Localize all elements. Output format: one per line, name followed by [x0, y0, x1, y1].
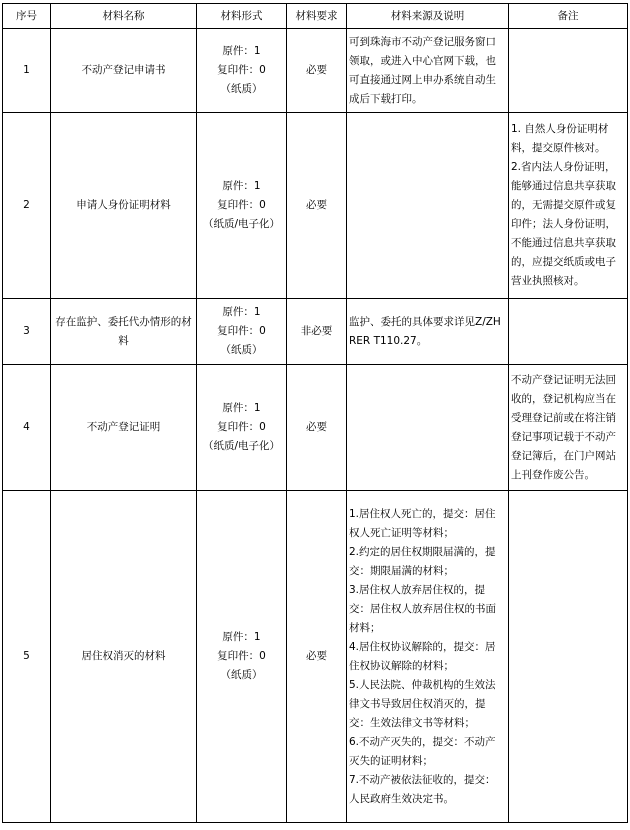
source-item: 1.居住权人死亡的，提交：居住权人死亡证明等材料；	[349, 507, 496, 539]
table-row	[3, 29, 628, 113]
row-note	[509, 299, 628, 365]
source-item: 5.人民法院、仲裁机构的生效法律文书导致居住权消灭的，提交：生效法律文书等材料；	[349, 678, 496, 729]
note-item: 2.省内法人身份证明，能够通过信息共享获取的，无需提交原件或复印件；法人身份证明，不能通过信息共享获取的，应提交纸质或电子营业执照核对。	[511, 161, 616, 287]
row-source	[347, 299, 509, 365]
table-header-row	[3, 4, 628, 29]
form-original: 原件：1	[222, 45, 261, 57]
row-note	[509, 491, 628, 823]
row-note	[509, 113, 628, 299]
note-item: 不动产登记证明无法回收的，登记机构应当在受理登记前或在将注销登记事项记载于不动产登记簿后，在门户网站上刊登作废公告。	[511, 373, 616, 481]
row-name: 不动产登记证明	[51, 365, 197, 491]
row-no: 1	[3, 29, 51, 113]
source-item: 6.不动产灭失的，提交：不动产灭失的证明材料；	[349, 735, 496, 767]
form-type: （纸质/电子化）	[202, 218, 281, 230]
header-req: 材料要求	[287, 4, 347, 29]
form-original: 原件：1	[222, 306, 261, 318]
form-type: （纸质/电子化）	[202, 440, 281, 452]
row-req: 必要	[287, 491, 347, 823]
row-source	[347, 29, 509, 113]
row-name: 申请人身份证明材料	[51, 113, 197, 299]
source-item: 4.居住权协议解除的，提交：居住权协议解除的材料；	[349, 640, 496, 672]
row-form	[197, 365, 287, 491]
form-type: （纸质）	[220, 83, 263, 95]
row-note	[509, 29, 628, 113]
form-type: （纸质）	[220, 669, 263, 681]
row-req: 必要	[287, 365, 347, 491]
row-source	[347, 113, 509, 299]
source-item: 2.约定的居住权期限届满的，提交：期限届满的材料；	[349, 545, 496, 577]
row-form	[197, 299, 287, 365]
header-name: 材料名称	[51, 4, 197, 29]
header-no: 序号	[3, 4, 51, 29]
source-item: 可到珠海市不动产登记服务窗口领取，或进入中心官网下载，也可直接通过网上申办系统自动生成后下载打印。	[349, 35, 496, 105]
row-name: 存在监护、委托代办情形的材料	[51, 299, 197, 365]
table-row	[3, 299, 628, 365]
row-req: 必要	[287, 29, 347, 113]
row-form	[197, 29, 287, 113]
row-no: 2	[3, 113, 51, 299]
row-form	[197, 491, 287, 823]
form-copy: 复印件：0	[217, 650, 266, 662]
source-item: 监护、委托的具体要求详见Z/ZHRER T110.27。	[349, 315, 501, 347]
table-row	[3, 491, 628, 823]
form-original: 原件：1	[222, 402, 261, 414]
form-original: 原件：1	[222, 180, 261, 192]
note-item: 1. 自然人身份证明材料，提交原件核对。	[511, 123, 609, 154]
form-copy: 复印件：0	[217, 199, 266, 211]
row-name: 居住权消灭的材料	[51, 491, 197, 823]
row-source	[347, 491, 509, 823]
row-req: 非必要	[287, 299, 347, 365]
row-no: 5	[3, 491, 51, 823]
row-source	[347, 365, 509, 491]
row-name: 不动产登记申请书	[51, 29, 197, 113]
row-req: 必要	[287, 113, 347, 299]
table-row	[3, 365, 628, 491]
form-copy: 复印件：0	[217, 421, 266, 433]
header-note: 备注	[509, 4, 628, 29]
form-copy: 复印件：0	[217, 325, 266, 337]
header-form: 材料形式	[197, 4, 287, 29]
row-no: 3	[3, 299, 51, 365]
table-row	[3, 113, 628, 299]
row-note	[509, 365, 628, 491]
materials-table	[2, 3, 628, 823]
row-no: 4	[3, 365, 51, 491]
form-copy: 复印件：0	[217, 64, 266, 76]
row-form	[197, 113, 287, 299]
form-original: 原件：1	[222, 631, 261, 643]
source-item: 3.居住权人放弃居住权的，提交：居住权人放弃居住权的书面材料；	[349, 583, 496, 634]
source-item: 7.不动产被依法征收的，提交：人民政府生效决定书。	[349, 773, 496, 805]
header-source: 材料来源及说明	[347, 4, 509, 29]
form-type: （纸质）	[220, 344, 263, 356]
